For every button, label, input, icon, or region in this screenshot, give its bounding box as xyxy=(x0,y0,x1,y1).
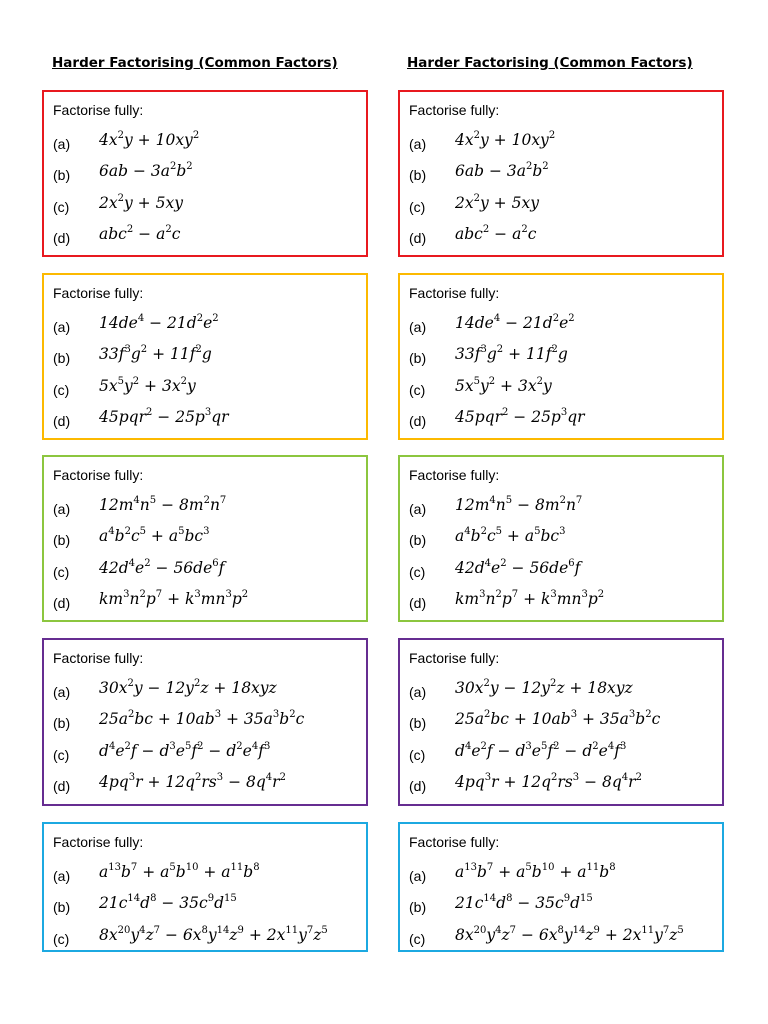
question-row xyxy=(53,496,363,520)
question-expression: $a^4b^2c^5 + a^5bc^3$ xyxy=(99,526,210,545)
card-prompt: Factorise fully: xyxy=(53,102,144,118)
question-expression: $km^3n^2p^7 + k^3mn^3p^2$ xyxy=(99,589,249,608)
question-row xyxy=(53,679,363,703)
question-expression: $5x^5y^2 + 3x^2y$ xyxy=(99,376,196,395)
question-row xyxy=(53,527,363,551)
question-expression: $30x^2y - 12y^2z + 18xyz$ xyxy=(99,678,277,697)
worksheet-title-right: Harder Factorising (Common Factors) xyxy=(407,55,693,71)
question-row xyxy=(409,710,719,734)
question-row xyxy=(409,225,719,249)
question-label: (c) xyxy=(409,382,426,398)
question-expression: $4pq^3r + 12q^2rs^3 - 8q^4r^2$ xyxy=(455,772,642,791)
question-expression: $abc^2 - a^2c$ xyxy=(99,224,181,243)
question-expression: $8x^{20}y^4z^7 - 6x^8y^{14}z^9 + 2x^{11}y^7z^5$ xyxy=(99,925,328,944)
question-row xyxy=(409,926,719,950)
card-prompt: Factorise fully: xyxy=(409,102,500,118)
question-row xyxy=(409,131,719,155)
question-card-5-left xyxy=(42,822,368,952)
question-row xyxy=(53,773,363,797)
question-row xyxy=(53,194,363,218)
question-expression: $2x^2y + 5xy$ xyxy=(99,193,183,212)
question-expression: $4x^2y + 10xy^2$ xyxy=(99,130,200,149)
question-expression: $6ab - 3a^2b^2$ xyxy=(99,161,193,180)
question-label: (c) xyxy=(53,931,70,947)
question-row xyxy=(409,527,719,551)
question-label: (b) xyxy=(409,167,427,183)
question-row xyxy=(53,863,363,887)
question-card-2-right xyxy=(398,273,724,440)
question-label: (c) xyxy=(409,747,426,763)
question-row xyxy=(409,496,719,520)
question-card-3-left xyxy=(42,455,368,622)
question-card-1-left xyxy=(42,90,368,257)
question-row xyxy=(409,773,719,797)
card-prompt: Factorise fully: xyxy=(53,467,144,483)
question-row xyxy=(409,314,719,338)
question-label: (b) xyxy=(409,715,427,731)
card-prompt: Factorise fully: xyxy=(409,285,500,301)
question-label: (b) xyxy=(409,532,427,548)
question-label: (c) xyxy=(409,564,426,580)
question-row xyxy=(409,742,719,766)
question-expression: $8x^{20}y^4z^7 - 6x^8y^{14}z^9 + 2x^{11}y^7z^5$ xyxy=(455,925,684,944)
question-label: (d) xyxy=(409,778,427,794)
question-expression: $21c^{14}d^8 - 35c^9d^{15}$ xyxy=(99,893,237,912)
question-expression: $42d^4e^2 - 56de^6f$ xyxy=(455,558,581,577)
question-expression: $21c^{14}d^8 - 35c^9d^{15}$ xyxy=(455,893,593,912)
question-row xyxy=(409,162,719,186)
question-row xyxy=(53,314,363,338)
question-label: (a) xyxy=(409,136,427,152)
question-label: (b) xyxy=(53,167,71,183)
question-expression: $14de^4 - 21d^2e^2$ xyxy=(455,313,575,332)
question-card-3-right xyxy=(398,455,724,622)
card-prompt: Factorise fully: xyxy=(409,834,500,850)
question-expression: $33f^3g^2 + 11f^2g$ xyxy=(455,344,568,363)
question-label: (b) xyxy=(53,532,71,548)
question-label: (d) xyxy=(409,413,427,429)
question-expression: $a^{13}b^7 + a^5b^{10} + a^{11}b^8$ xyxy=(99,862,260,881)
question-label: (c) xyxy=(409,931,426,947)
question-expression: $abc^2 - a^2c$ xyxy=(455,224,537,243)
question-row xyxy=(409,590,719,614)
question-label: (d) xyxy=(53,230,71,246)
question-row xyxy=(409,863,719,887)
question-expression: $42d^4e^2 - 56de^6f$ xyxy=(99,558,225,577)
question-row xyxy=(409,194,719,218)
question-row xyxy=(53,408,363,432)
question-expression: $45pqr^2 - 25p^3qr$ xyxy=(99,407,229,426)
question-expression: $4x^2y + 10xy^2$ xyxy=(455,130,556,149)
question-row xyxy=(53,225,363,249)
question-row xyxy=(53,590,363,614)
question-label: (a) xyxy=(53,501,71,517)
worksheet-title-left: Harder Factorising (Common Factors) xyxy=(52,55,338,71)
question-card-1-right xyxy=(398,90,724,257)
question-expression: $a^{13}b^7 + a^5b^{10} + a^{11}b^8$ xyxy=(455,862,616,881)
question-label: (a) xyxy=(53,136,71,152)
question-row xyxy=(409,408,719,432)
question-label: (d) xyxy=(409,230,427,246)
question-label: (c) xyxy=(53,199,70,215)
question-expression: $km^3n^2p^7 + k^3mn^3p^2$ xyxy=(455,589,605,608)
question-label: (a) xyxy=(409,868,427,884)
question-label: (d) xyxy=(409,595,427,611)
question-expression: $25a^2bc + 10ab^3 + 35a^3b^2c$ xyxy=(455,709,661,728)
question-card-4-right xyxy=(398,638,724,806)
question-expression: $6ab - 3a^2b^2$ xyxy=(455,161,549,180)
card-prompt: Factorise fully: xyxy=(53,285,144,301)
question-expression: $12m^4n^5 - 8m^2n^7$ xyxy=(99,495,227,514)
question-expression: $5x^5y^2 + 3x^2y$ xyxy=(455,376,552,395)
question-label: (a) xyxy=(409,684,427,700)
question-card-5-right xyxy=(398,822,724,952)
question-label: (c) xyxy=(53,564,70,580)
question-label: (a) xyxy=(409,319,427,335)
question-label: (d) xyxy=(53,413,71,429)
question-label: (b) xyxy=(53,350,71,366)
question-expression: $12m^4n^5 - 8m^2n^7$ xyxy=(455,495,583,514)
question-row xyxy=(53,894,363,918)
question-label: (b) xyxy=(409,350,427,366)
question-label: (c) xyxy=(53,747,70,763)
question-label: (d) xyxy=(53,778,71,794)
question-expression: $14de^4 - 21d^2e^2$ xyxy=(99,313,219,332)
question-label: (c) xyxy=(409,199,426,215)
question-row xyxy=(409,377,719,401)
question-row xyxy=(53,710,363,734)
question-row xyxy=(53,377,363,401)
question-label: (b) xyxy=(53,715,71,731)
card-prompt: Factorise fully: xyxy=(53,834,144,850)
question-label: (a) xyxy=(53,319,71,335)
card-prompt: Factorise fully: xyxy=(409,467,500,483)
question-label: (a) xyxy=(409,501,427,517)
question-row xyxy=(409,894,719,918)
question-label: (b) xyxy=(409,899,427,915)
question-expression: $4pq^3r + 12q^2rs^3 - 8q^4r^2$ xyxy=(99,772,286,791)
question-row xyxy=(53,926,363,950)
question-label: (d) xyxy=(53,595,71,611)
question-card-2-left xyxy=(42,273,368,440)
question-expression: $a^4b^2c^5 + a^5bc^3$ xyxy=(455,526,566,545)
question-label: (b) xyxy=(53,899,71,915)
question-expression: $30x^2y - 12y^2z + 18xyz$ xyxy=(455,678,633,697)
question-expression: $d^4e^2f - d^3e^5f^2 - d^2e^4f^3$ xyxy=(99,741,271,760)
question-label: (a) xyxy=(53,868,71,884)
question-expression: $2x^2y + 5xy$ xyxy=(455,193,539,212)
question-row xyxy=(53,559,363,583)
question-label: (a) xyxy=(53,684,71,700)
question-label: (c) xyxy=(53,382,70,398)
question-row xyxy=(53,131,363,155)
question-row xyxy=(53,345,363,369)
question-expression: $33f^3g^2 + 11f^2g$ xyxy=(99,344,212,363)
card-prompt: Factorise fully: xyxy=(409,650,500,666)
question-row xyxy=(53,742,363,766)
question-row xyxy=(409,345,719,369)
question-row xyxy=(53,162,363,186)
question-row xyxy=(409,559,719,583)
card-prompt: Factorise fully: xyxy=(53,650,144,666)
question-expression: $25a^2bc + 10ab^3 + 35a^3b^2c$ xyxy=(99,709,305,728)
question-expression: $d^4e^2f - d^3e^5f^2 - d^2e^4f^3$ xyxy=(455,741,627,760)
question-row xyxy=(409,679,719,703)
question-card-4-left xyxy=(42,638,368,806)
question-expression: $45pqr^2 - 25p^3qr$ xyxy=(455,407,585,426)
